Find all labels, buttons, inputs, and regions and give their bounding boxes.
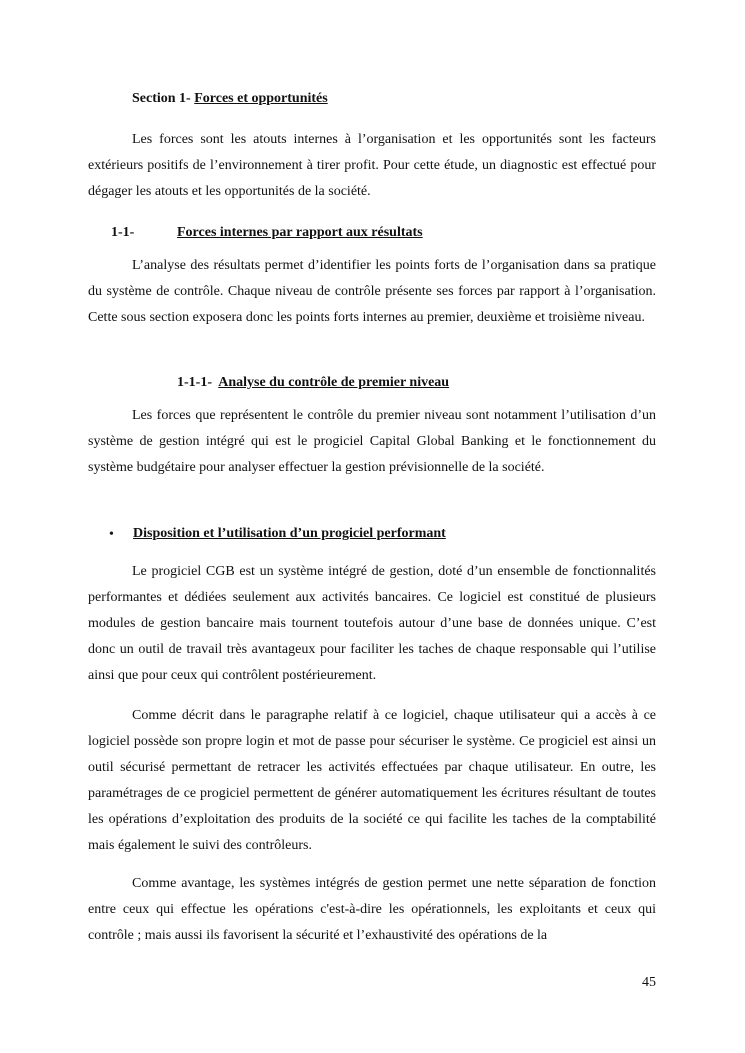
subsection-paragraph: L’analyse des résultats permet d’identifier les points forts de l’organisation dans sa pratique du système de contrôle. Chaque niveau de contrôle présente ses forces par rapport à l’organisation. Cette sous section exposera donc les points forts internes au premier, deuxième et troisième niveau. bbox=[88, 258, 656, 325]
section-heading bbox=[132, 89, 328, 109]
section-title: Forces et opportunités bbox=[194, 91, 328, 106]
page-number: 45 bbox=[642, 975, 656, 990]
subsection-title: Forces internes par rapport aux résultats bbox=[177, 225, 423, 240]
section-prefix: Section 1- bbox=[132, 91, 195, 106]
subsection-number: 1-1- bbox=[111, 225, 135, 240]
intro-paragraph: Les forces sont les atouts internes à l’organisation et les opportunités sont les facteurs extérieurs positifs de l’environnement à tirer profit. Pour cette étude, un diagnostic est effectué pour dégager les atouts et les opportunités de la société. bbox=[88, 132, 656, 199]
subsubsection-paragraph: Les forces que représentent le contrôle du premier niveau sont notamment l’utilisation d’un système de gestion intégré qui est le progiciel Capital Global Banking et le fonctionnement du système budgétaire pour analyser effectuer la gestion prévisionnelle de la société. bbox=[88, 408, 656, 475]
bullet-icon: • bbox=[109, 527, 114, 542]
subsubsection-number: 1-1-1- bbox=[177, 375, 212, 390]
login-paragraph: Comme décrit dans le paragraphe relatif à ce logiciel, chaque utilisateur qui a accès à ce logiciel possède son propre login et mot de passe pour sécuriser le système. Ce progiciel est ainsi un outil sécurisé permettant de retracer les activités effectuées par chaque utilisateur. En outre, les paramétrages de ce progiciel permettent de générer automatiquement les écritures résultant de toutes les opérations d’exploitation des produits de la société ce qui facilite les taches de la comptabilité mais également le suivi des contrôleurs. bbox=[88, 708, 656, 853]
subsubsection-title: Analyse du contrôle de premier niveau bbox=[218, 375, 450, 390]
subsubsection-heading bbox=[177, 373, 449, 393]
avantage-paragraph: Comme avantage, les systèmes intégrés de gestion permet une nette séparation de fonction entre ceux qui effectue les opérations c'est-à-dire les opérationnels, les exploitants et ceux qui contrôle ; mais aussi ils favorisent la sécurité et l’exhaustivité des opérations de la bbox=[88, 876, 656, 943]
cgb-paragraph: Le progiciel CGB est un système intégré de gestion, doté d’un ensemble de fonctionnalités performantes et dédiées seulement aux activités bancaires. Ce logiciel est constitué de plusieurs modules de gestion bancaire mais tournent toutefois autour d’une base de données unique. C’est donc un outil de travail très avantageux pour faciliter les taches de chaque responsable qui l’utilise ainsi que pour ceux qui contrôlent postérieurement. bbox=[88, 564, 656, 683]
bullet-title: Disposition et l’utilisation d’un progiciel performant bbox=[133, 526, 446, 541]
